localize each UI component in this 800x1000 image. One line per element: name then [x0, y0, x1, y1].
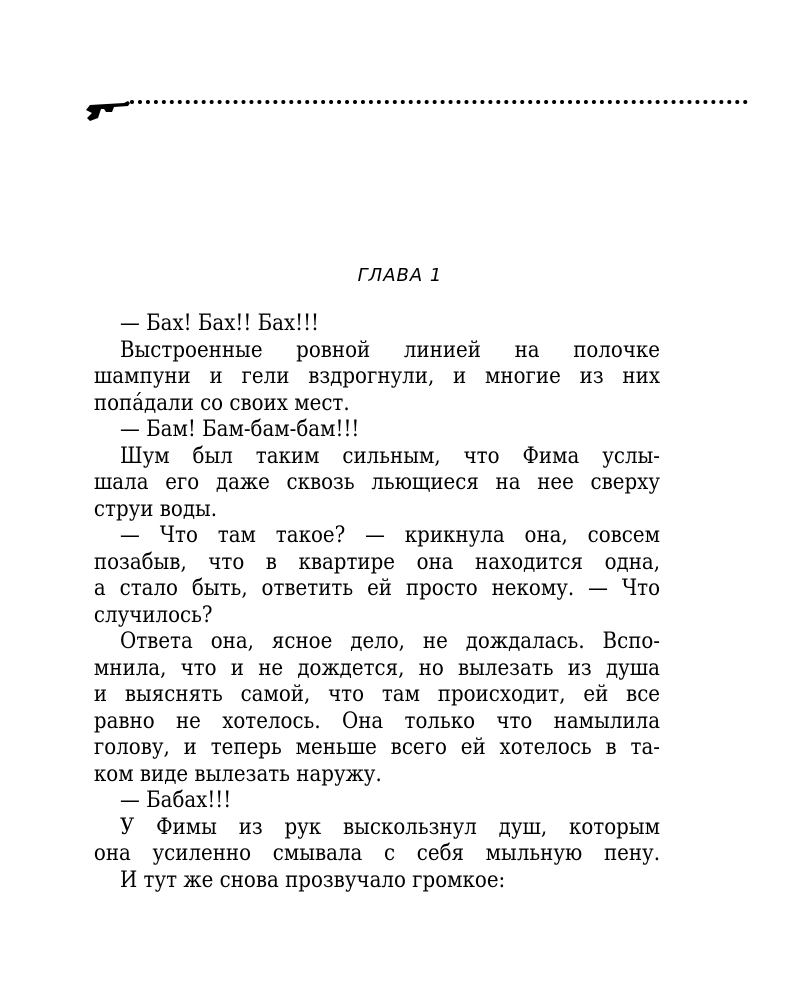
text-line: а стало быть, ответить ей просто некому. — Что — [93, 576, 660, 601]
text-line: — Что там такое? — крикнула она, совсем — [120, 523, 660, 548]
text-line: она усиленно смывала с себя мыльную пену. — [93, 841, 660, 866]
text-line: шала его даже сквозь льющиеся на нее сверху — [93, 470, 660, 495]
text-line: — Бам! Бам-бам-бам!!! — [120, 417, 360, 442]
page-header — [84, 92, 674, 126]
text-line: мнила, что и не дождется, но вылезать из душа — [93, 655, 660, 681]
text-line: случилось? — [93, 602, 213, 628]
text-line: Выстроенные ровной линией на полочке — [120, 337, 660, 363]
text-line: равно не хотелось. Она только что намылила — [93, 708, 660, 734]
body-text — [93, 311, 660, 894]
text-line: ком виде вылезать наружу. — [93, 761, 382, 787]
chapter-title: ГЛАВА 1 — [357, 265, 443, 286]
text-line: Ответа она, ясное дело, не дождалась. Вспо- — [120, 629, 660, 654]
text-line: голову, и теперь меньше всего ей хотелось в та- — [93, 735, 660, 760]
text-line: Шум был таким сильным, что Фима услы- — [120, 443, 660, 469]
text-line: струи воды. — [93, 496, 218, 522]
text-line: У Фимы из рук выскользнул душ, которым — [120, 814, 660, 840]
text-line: позабыв, что в квартире она находится одна, — [93, 549, 660, 575]
text-line: шампуни и гели вздрогнули, и многие из них — [93, 364, 660, 389]
text-line: — Бах! Бах!! Бах!!! — [120, 311, 319, 336]
text-line: И тут же снова прозвучало громкое: — [120, 867, 506, 893]
text-line: — Бабах!!! — [120, 788, 232, 813]
revolver-icon — [84, 96, 132, 126]
dotted-rule — [130, 100, 748, 104]
text-line: попáдали со своих мест. — [93, 390, 350, 416]
text-line: и выяснять самой, что там происходит, ей все — [93, 682, 660, 707]
